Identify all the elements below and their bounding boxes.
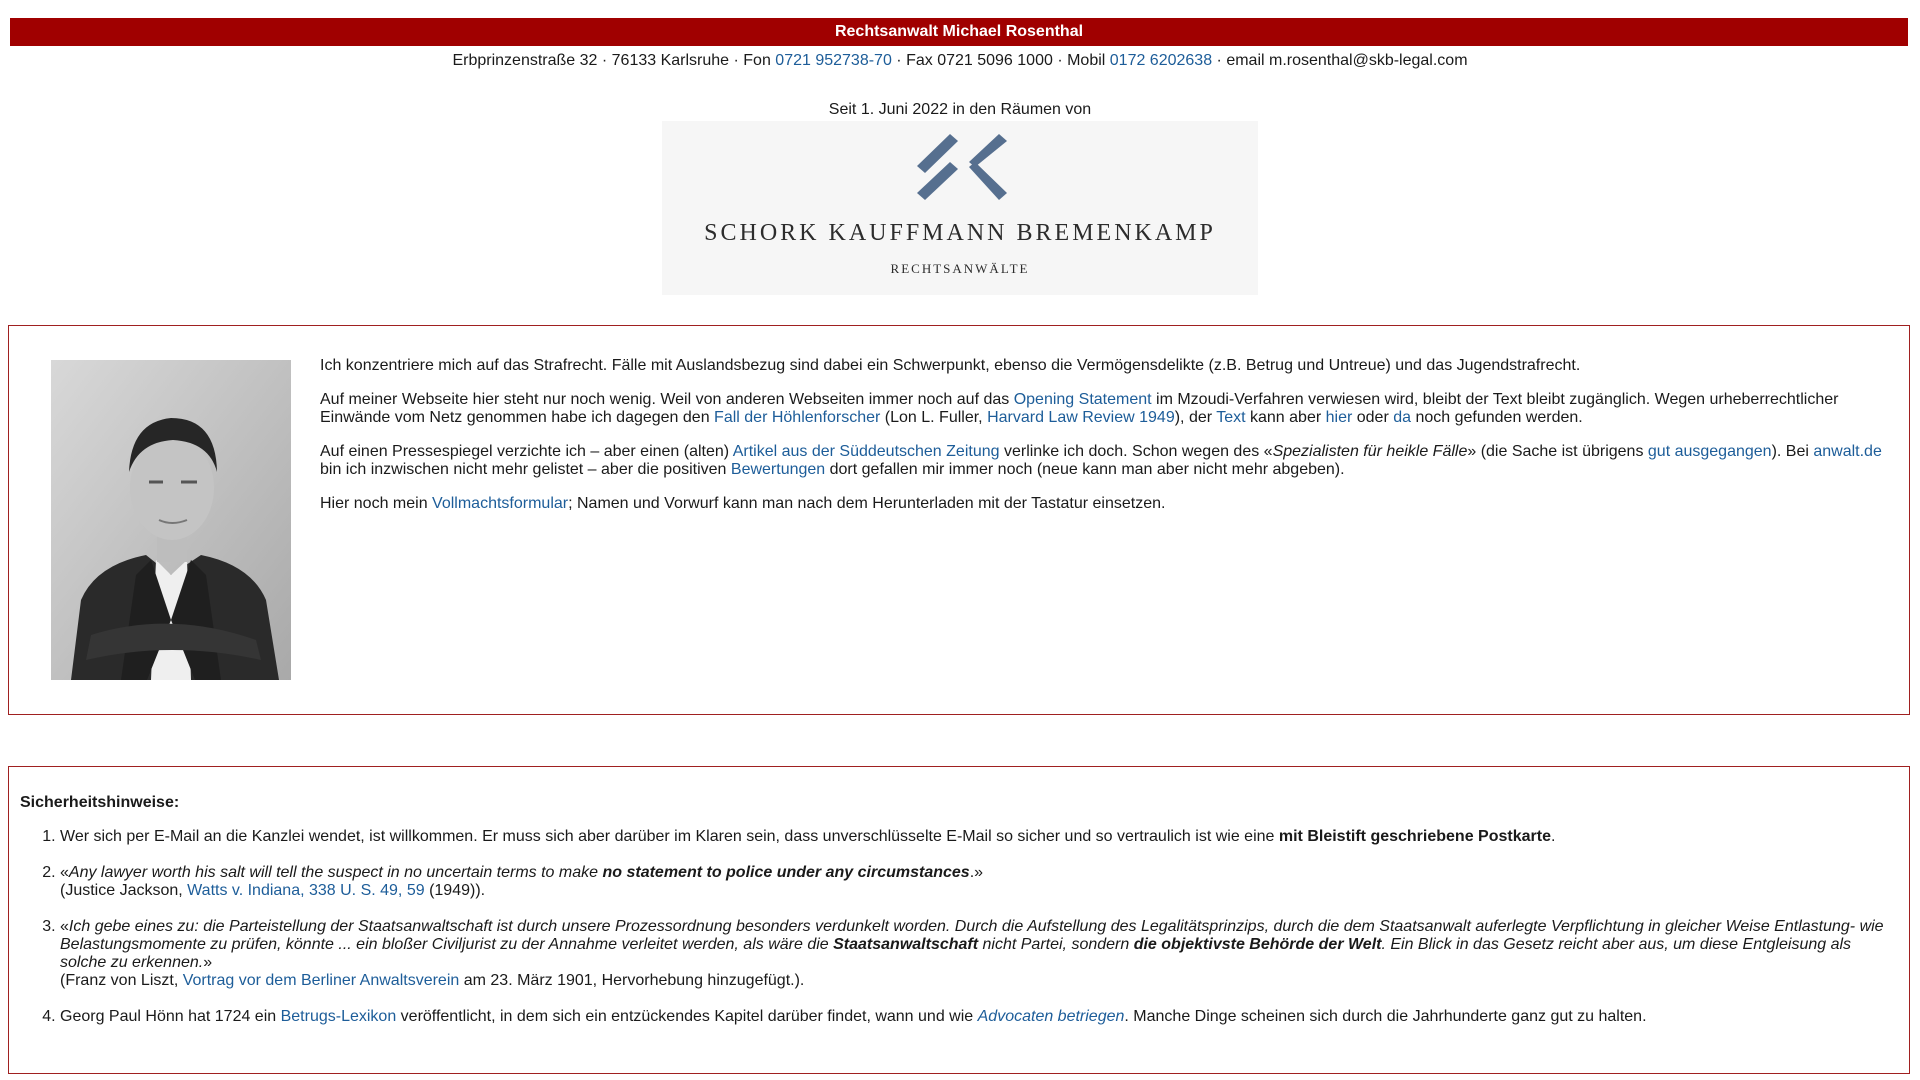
- text-link[interactable]: Text: [1216, 409, 1246, 426]
- quote-text: nicht Partei, sondern: [978, 936, 1134, 953]
- anwalt-de-link[interactable]: anwalt.de: [1813, 443, 1882, 460]
- text-span: Wer sich per E-Mail an die Kanzlei wendet, ist willkommen. Er muss sich aber darüber im Klaren sein, dass unverschlüsselte E-Mail so sicher und so vertraulich ist wie eine: [60, 828, 1279, 845]
- fax-mobile-text: · Fax 0721 5096 1000 · Mobil: [891, 52, 1110, 69]
- security-list: [20, 828, 1900, 1026]
- bold-text: mit Bleistift geschriebene Postkarte: [1278, 828, 1551, 845]
- advocaten-betriegen-link[interactable]: Advocaten betriegen: [977, 1008, 1125, 1025]
- security-notes: [20, 794, 1900, 1044]
- sueddeutsche-article-link[interactable]: Artikel aus der Süddeutschen Zeitung: [732, 443, 1000, 460]
- text-span: .»: [969, 864, 984, 881]
- text-span: Georg Paul Hönn hat 1724 ein: [60, 1008, 281, 1025]
- contact-line: [0, 51, 1920, 71]
- quote-emphasis: Spezialisten für heikle Fälle: [1272, 443, 1468, 460]
- text-span: (Lon L. Fuller,: [880, 409, 988, 426]
- text-span: noch gefunden werden.: [1411, 409, 1583, 426]
- security-item-2: [60, 864, 1900, 900]
- hier-link[interactable]: hier: [1325, 409, 1353, 426]
- text-span: Hier noch mein: [320, 495, 433, 512]
- quote-text: . Ein Blick in das Gesetz reicht aber aus, um diese Entgleisung als solche zu erkennen.: [60, 936, 1852, 971]
- security-item-3: [60, 918, 1900, 990]
- intro-text: [320, 357, 1900, 529]
- text-span: ), der: [1174, 409, 1217, 426]
- firm-logo: [662, 121, 1258, 295]
- text-span: «: [60, 864, 69, 881]
- text-span: Auf einen Pressespiegel verzichte ich – aber einen (alten): [320, 443, 733, 460]
- bold-quote-text: Staatsanwaltschaft: [833, 936, 979, 953]
- bold-quote-text: die objektivste Behörde der Welt: [1133, 936, 1382, 953]
- text-span: oder: [1352, 409, 1394, 426]
- bewertungen-link[interactable]: Bewertungen: [730, 461, 826, 478]
- intro-paragraph-2: [320, 391, 1900, 427]
- phone-link[interactable]: 0721 952738-70: [775, 52, 892, 69]
- lawyer-portrait: [51, 360, 291, 680]
- text-span: veröffentlicht, in dem sich ein entzückendes Kapitel darüber findet, wann und wie: [396, 1008, 978, 1025]
- quote-text: Any lawyer worth his salt will tell the suspect in no uncertain terms to make: [68, 864, 603, 881]
- quote-text: Ich gebe eines zu: die Parteistellung der Staatsanwaltschaft ist durch unsere Prozessordnung besonders verdunkelt worden. Durch die Aufstellung des Legalitätsprinzips, durch die dem Staatsanwalt auferlegte Verpflichtung in gleicher Weise Entlastung- wie Belastungsmomente zu prüfen, könnte ... ein bloßer Civiljurist zu der Annahme verleitet werden, als wäre die: [60, 918, 1884, 953]
- intro-box: [8, 325, 1910, 715]
- security-item-1: [60, 828, 1900, 846]
- text-span: «: [60, 918, 69, 935]
- text-span: .: [1550, 828, 1556, 845]
- firm-logo-mark: [912, 132, 1012, 202]
- vortrag-berliner-anwaltsverein-link[interactable]: Vortrag vor dem Berliner Anwaltsverein: [182, 972, 460, 989]
- text-span: »: [203, 954, 213, 971]
- text-span: kann aber: [1245, 409, 1326, 426]
- text-span: (Justice Jackson,: [60, 882, 188, 899]
- intro-paragraph-4: [320, 495, 1900, 513]
- security-heading: Sicherheitshinweise:: [20, 794, 180, 811]
- text-span: Auf meiner Webseite hier steht nur noch wenig. Weil von anderen Webseiten immer noch auf das: [320, 391, 1014, 408]
- text-span: ). Bei: [1771, 443, 1814, 460]
- hoehlenforscher-link[interactable]: Fall der Höhlenforscher: [714, 409, 881, 426]
- da-link[interactable]: da: [1393, 409, 1412, 426]
- security-item-4: [60, 1008, 1900, 1026]
- opening-statement-link[interactable]: Opening Statement: [1013, 391, 1152, 408]
- since-note: Seit 1. Juni 2022 in den Räumen von: [828, 101, 1092, 118]
- watts-v-indiana-link[interactable]: Watts v. Indiana, 338 U. S. 49, 59: [187, 882, 425, 899]
- text-span: bin ich inzwischen nicht mehr gelistet – aber die positiven: [320, 461, 731, 478]
- text-span: » (die Sache ist übrigens: [1467, 443, 1648, 460]
- text-span: ; Namen und Vorwurf kann man nach dem Herunterladen mit der Tastatur einsetzen.: [568, 495, 1166, 512]
- bold-quote-text: no statement to police under any circumstances: [602, 864, 970, 881]
- text-span: dort gefallen mir immer noch (neue kann man aber nicht mehr abgeben).: [825, 461, 1345, 478]
- security-box: [8, 766, 1910, 1074]
- firm-name: SCHORK KAUFFMANN BREMENKAMP: [704, 220, 1216, 246]
- text-span: verlinke ich doch. Schon wegen des «: [999, 443, 1273, 460]
- gut-ausgegangen-link[interactable]: gut ausgegangen: [1647, 443, 1772, 460]
- intro-paragraph-1: Ich konzentriere mich auf das Strafrecht. Fälle mit Auslandsbezug sind dabei ein Schwerpunkt, ebenso die Vermögensdelikte (z.B. Betrug und Untreue) und das Jugendstrafrecht.: [320, 357, 1581, 374]
- address-text: Erbprinzenstraße 32 · 76133 Karlsruhe · Fon: [452, 52, 776, 69]
- mobile-link[interactable]: 0172 6202638: [1109, 52, 1213, 69]
- betrugs-lexikon-link[interactable]: Betrugs-Lexikon: [280, 1008, 397, 1025]
- harvard-law-review-link[interactable]: Harvard Law Review 1949: [987, 409, 1175, 426]
- intro-paragraph-3: [320, 443, 1900, 479]
- text-span: (Franz von Liszt,: [60, 972, 183, 989]
- vollmachtsformular-link[interactable]: Vollmachtsformular: [432, 495, 569, 512]
- site-title-bar: [10, 18, 1908, 46]
- text-span: . Manche Dinge scheinen sich durch die Jahrhunderte ganz gut zu halten.: [1124, 1008, 1647, 1025]
- site-title: Rechtsanwalt Michael Rosenthal: [834, 23, 1084, 40]
- text-span: (1949)).: [424, 882, 486, 899]
- firm-subtitle: RECHTSANWÄLTE: [890, 261, 1030, 276]
- text-span: am 23. März 1901, Hervorhebung hinzugefügt.).: [459, 972, 805, 989]
- text-span: im Mzoudi-Verfahren verwiesen wird, bleibt der Text bleibt zugänglich. Wegen urheberrechtlicher Einwände vom Netz genommen habe ich dagegen den: [320, 391, 1839, 426]
- email-text: · email m.rosenthal@skb-legal.com: [1212, 52, 1468, 69]
